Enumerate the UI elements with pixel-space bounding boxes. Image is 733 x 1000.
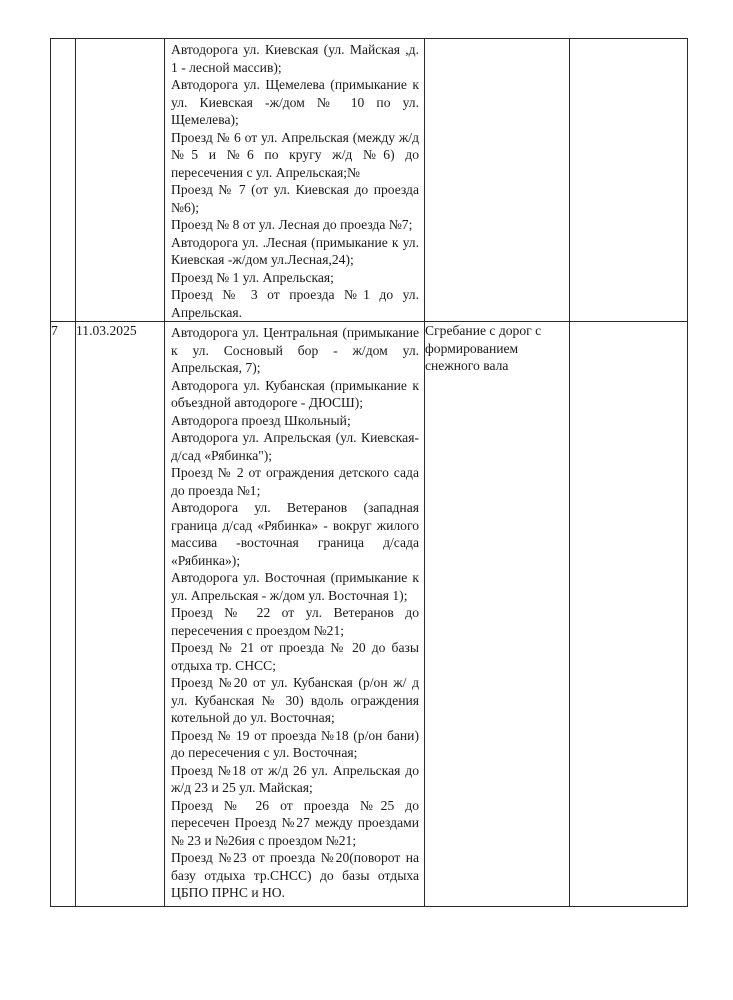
row-number-cell (51, 39, 76, 322)
list-item: Автодорога ул. .Лесная (примыкание к ул. Киевская -ж/дом ул.Лесная,24); (171, 234, 419, 267)
work-type-cell (425, 39, 570, 322)
list-item: Автодорога ул. Апрельская (ул. Киевская-д/сад «Рябинка"); (171, 430, 419, 463)
date-cell (76, 39, 165, 322)
list-item: Проезд № 1 ул. Апрельская; (171, 269, 334, 285)
list-item: Проезд № 19 от проезда №18 (р/он бани) до пересечения с ул. Восточная; (171, 727, 419, 760)
list-item: Проезд № 7 (от ул. Киевская до проезда №6); (171, 182, 419, 215)
list-item: Проезд №23 от проезда №20(поворот на базу отдыха тр.СНСС) до базы отдыха ЦБПО ПРНС и НО. (171, 850, 419, 900)
list-item: Проезд № 3 от проезда №1 до ул. Апрельская. (171, 287, 419, 320)
row-number-cell: 7 (51, 322, 76, 907)
list-item: Автодорога проезд Школьный; (171, 412, 351, 428)
list-item: Проезд № 2 от ограждения детского сада до проезда №1; (171, 465, 419, 498)
list-item: Автодорога ул. Щемелева (примыкание к ул. Киевская -ж/дом № 10 по ул. Щемелева); (171, 77, 419, 127)
list-item: Проезд № 21 от проезда № 20 до базы отдыха тр. СНСС; (171, 640, 419, 673)
list-item: Автодорога ул. Киевская (ул. Майская ,д. 1 - лесной массив); (171, 42, 419, 75)
list-item: Проезд № 22 от ул. Ветеранов до пересечения с проездом №21; (171, 605, 419, 638)
list-item: Проезд № 8 от ул. Лесная до проезда №7; (171, 217, 413, 232)
list-item: Проезд № 26 от проезда №25 до пересечен Проезд №27 между проездами № 23 и №26ия с проездом №21; (171, 797, 419, 848)
table-row (51, 39, 688, 322)
date-cell: 11.03.2025 (76, 322, 165, 907)
list-item: Проезд №18 от ж/д 26 ул. Апрельская до ж/д 23 и 25 ул. Майская; (171, 762, 419, 795)
roads-cell (165, 322, 425, 907)
list-item: Проезд №20 от ул. Кубанская (р/он ж/ д ул. Кубанская № 30) вдоль ограждения котельной до ул. Восточная; (171, 675, 419, 725)
road-list (165, 322, 424, 902)
list-item: Автодорога ул. Ветеранов (западная граница д/сад «Рябинка» - вокруг жилого массива -восточная граница д/сада «Рябинка»); (171, 500, 419, 568)
roads-cell (165, 39, 425, 322)
snow-removal-table (50, 38, 688, 907)
list-item: Автодорога ул. Кубанская (примыкание к объездной автодороге - ДЮСШ); (171, 377, 419, 410)
work-type-cell: Сгребание с дорог с формированием снежного вала (425, 322, 570, 907)
list-item: Автодорога ул. Восточная (примыкание к ул. Апрельская - ж/дом ул. Восточная 1); (171, 570, 419, 603)
note-cell (570, 322, 688, 907)
table-row (51, 322, 688, 907)
road-list (165, 39, 424, 321)
list-item: Автодорога ул. Центральная (примыкание к ул. Сосновый бор - ж/дом ул. Апрельская, 7); (171, 325, 419, 375)
note-cell (570, 39, 688, 322)
list-item: Проезд № 6 от ул. Апрельская (между ж/д №5 и №6 по кругу ж/д №6) до пересечения с ул. Апрельская;№ (171, 129, 419, 180)
